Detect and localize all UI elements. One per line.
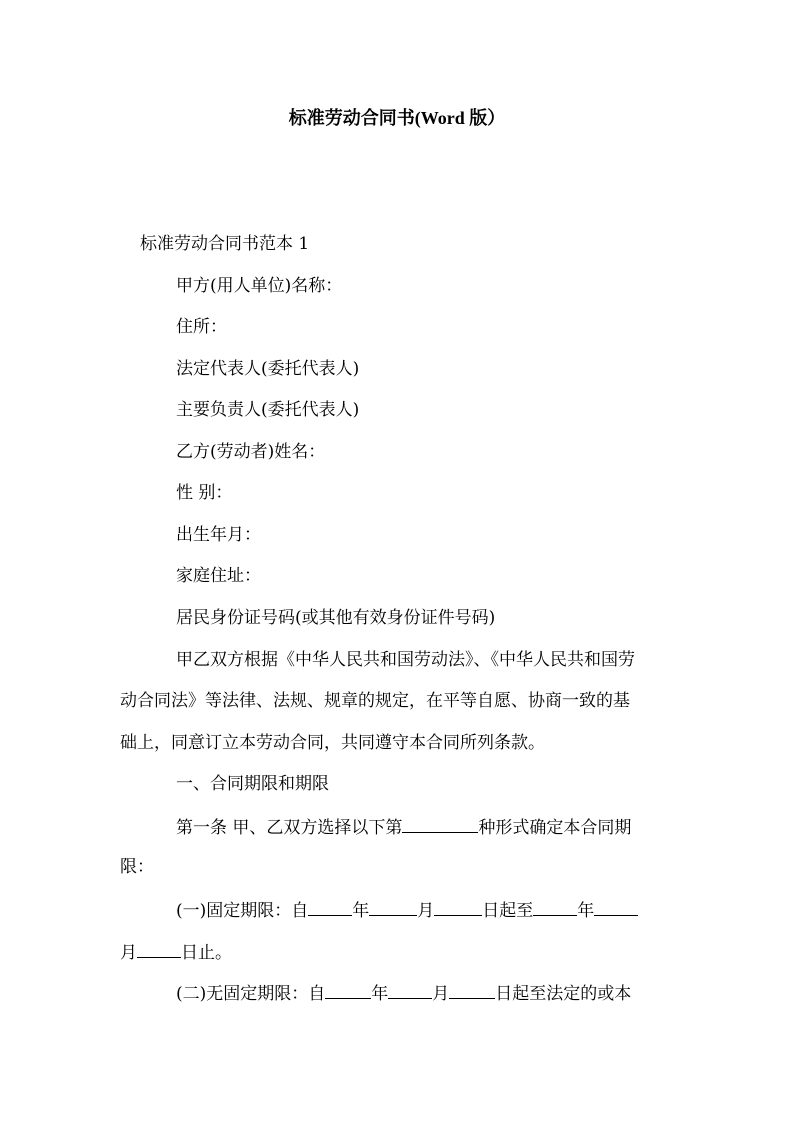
fixed-term-label: (一)固定期限：自 (176, 901, 309, 921)
blank-line (594, 897, 638, 916)
year-label: 年 (371, 984, 389, 1004)
year-label: 年 (577, 901, 595, 921)
template-subtitle: 标准劳动合同书范本 1 (140, 234, 310, 254)
fixed-term-line (176, 897, 638, 923)
month-label: 月 (432, 984, 450, 1004)
field-home-address: 家庭住址： (176, 566, 261, 586)
article-1-text-cont: 种形式确定本合同期 (478, 818, 632, 838)
blank-line (533, 897, 577, 916)
paragraph-line: 础上，同意订立本劳动合同，共同遵守本合同所列条款。 (120, 733, 545, 753)
blank-line (388, 980, 432, 999)
year-label: 年 (352, 901, 370, 921)
field-id-number: 居民身份证号码(或其他有效身份证件号码) (176, 608, 496, 628)
field-employer-name: 甲方(用人单位)名称： (176, 276, 343, 296)
field-gender: 性 别： (176, 483, 233, 503)
article-1-line-end: 限： (120, 857, 154, 877)
blank-line (369, 897, 417, 916)
blank-line (308, 897, 352, 916)
article-1-text: 第一条 甲、乙双方选择以下第 (176, 818, 403, 838)
blank-line (402, 814, 478, 833)
fixed-term-line-end (120, 939, 232, 965)
blank-line (137, 939, 181, 958)
paragraph-line: 动合同法》等法律、法规、规章的规定，在平等自愿、协商一致的基 (120, 691, 630, 711)
blank-line (434, 897, 482, 916)
day-from-label: 日起至法定的或本 (495, 984, 632, 1004)
day-from-label: 日起至 (482, 901, 534, 921)
end-label: 日止。 (181, 943, 232, 963)
month-label: 月 (417, 901, 435, 921)
month-label: 月 (120, 943, 137, 963)
field-legal-representative: 法定代表人(委托代表人) (176, 359, 360, 379)
paragraph-line: 甲乙双方根据《中华人民共和国劳动法》、《中华人民共和国劳 (176, 650, 635, 670)
article-1-line (176, 814, 631, 840)
open-term-label: (二)无固定期限：自 (176, 984, 326, 1004)
document-title: 标准劳动合同书(Word 版） (288, 108, 506, 128)
section-heading: 一、合同期限和期限 (176, 774, 329, 794)
field-principal: 主要负责人(委托代表人) (176, 400, 360, 420)
blank-line (325, 980, 371, 999)
field-address: 住所： (176, 317, 227, 337)
open-term-line (176, 980, 631, 1006)
blank-line (449, 980, 495, 999)
field-employee-name: 乙方(劳动者)姓名： (176, 442, 326, 462)
field-birth-date: 出生年月： (176, 525, 261, 545)
